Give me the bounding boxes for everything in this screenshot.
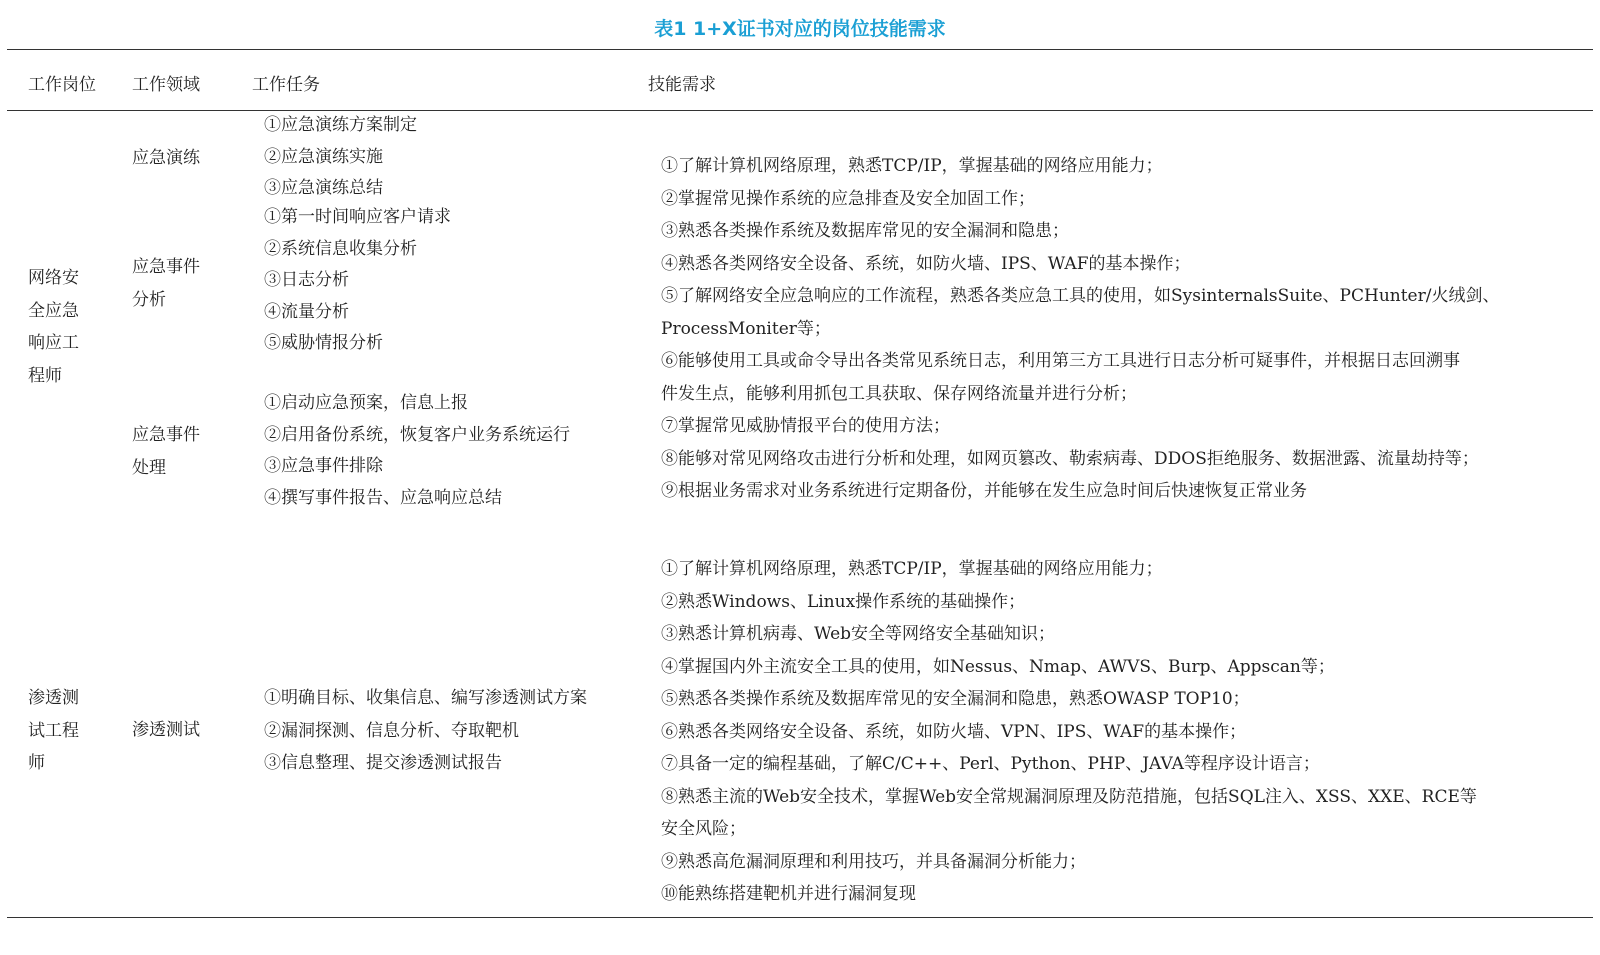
skill-item: ⑨熟悉高危漏洞原理和利用技巧，并具备漏洞分析能力； bbox=[661, 851, 1086, 872]
header-rule bbox=[7, 110, 1593, 111]
task-item: ③应急演练总结 bbox=[264, 178, 383, 198]
task-item: ③应急事件排除 bbox=[264, 456, 383, 476]
skill-item: ⑩能熟练搭建靶机并进行漏洞复现 bbox=[661, 884, 916, 904]
task-item: ⑤威胁情报分析 bbox=[264, 333, 383, 353]
skill-item: ④掌握国内外主流安全工具的使用，如Nessus、Nmap、AWVS、Burp、Appscan等； bbox=[661, 656, 1335, 677]
row2-skills bbox=[661, 553, 1477, 911]
skill-item: ⑨根据业务需求对业务系统进行定期备份，并能够在发生应急时间后快速恢复正常业务 bbox=[661, 481, 1307, 501]
skill-item: ⑤熟悉各类操作系统及数据库常见的安全漏洞和隐患，熟悉OWASP TOP10； bbox=[661, 689, 1250, 709]
row1-skills bbox=[661, 150, 1499, 508]
skill-item: ⑧能够对常见网络攻击进行分析和处理，如网页篡改、勒索病毒、DDOS拒绝服务、数据泄露、流量劫持等； bbox=[661, 448, 1479, 469]
table-title: 表1 1+X证书对应的岗位技能需求 bbox=[654, 18, 946, 40]
skill-item: ⑦具备一定的编程基础，了解C/C++、Perl、Python、PHP、JAVA等程序设计语言； bbox=[661, 754, 1320, 774]
bottom-rule bbox=[7, 917, 1593, 918]
row2-tasks-group1 bbox=[264, 682, 587, 780]
header-post: 工作岗位 bbox=[28, 75, 96, 95]
domain-line: 分析 bbox=[132, 289, 166, 310]
row1-domain2 bbox=[132, 251, 200, 316]
row1-tasks-group2 bbox=[264, 202, 451, 360]
task-item: ②启用备份系统，恢复客户业务系统运行 bbox=[264, 424, 570, 445]
task-item: ③日志分析 bbox=[264, 270, 349, 290]
skill-item: ⑦掌握常见威胁情报平台的使用方法； bbox=[661, 416, 950, 436]
row1-domain3 bbox=[132, 419, 200, 484]
skill-item: ③熟悉各类操作系统及数据库常见的安全漏洞和隐患； bbox=[661, 221, 1069, 241]
skill-item: 安全风险； bbox=[661, 819, 746, 839]
row1-post bbox=[28, 262, 79, 392]
task-item: ②系统信息收集分析 bbox=[264, 238, 417, 259]
task-item: ②应急演练实施 bbox=[264, 146, 383, 167]
row1-tasks-group1 bbox=[264, 110, 417, 205]
header-task: 工作任务 bbox=[252, 75, 320, 95]
row1-tasks-group3 bbox=[264, 388, 570, 514]
skill-item: ①了解计算机网络原理，熟悉TCP/IP，掌握基础的网络应用能力； bbox=[661, 156, 1163, 176]
header-domain: 工作领域 bbox=[132, 75, 200, 95]
skill-item: ④熟悉各类网络安全设备、系统，如防火墙、IPS、WAF的基本操作； bbox=[661, 253, 1191, 274]
skill-item: ⑥熟悉各类网络安全设备、系统，如防火墙、VPN、IPS、WAF的基本操作； bbox=[661, 721, 1247, 742]
post-line: 试工程 bbox=[28, 720, 79, 741]
row2-post bbox=[28, 682, 79, 780]
skill-item: 件发生点，能够利用抓包工具获取、保存网络流量并进行分析； bbox=[661, 383, 1137, 404]
task-item: ③信息整理、提交渗透测试报告 bbox=[264, 753, 502, 773]
domain-line: 应急演练 bbox=[132, 148, 200, 168]
post-line: 师 bbox=[28, 753, 45, 773]
header-skill: 技能需求 bbox=[648, 75, 716, 95]
post-line: 网络安 bbox=[28, 268, 79, 288]
task-item: ①第一时间响应客户请求 bbox=[264, 207, 451, 227]
skill-item: ⑧熟悉主流的Web安全技术，掌握Web安全常规漏洞原理及防范措施，包括SQL注入、XSS、XXE、RCE等 bbox=[661, 786, 1477, 807]
domain-line: 应急事件 bbox=[132, 257, 200, 277]
domain-line: 渗透测试 bbox=[132, 720, 200, 740]
row2-domain1 bbox=[132, 714, 200, 747]
task-item: ④撰写事件报告、应急响应总结 bbox=[264, 487, 502, 508]
skill-item: ①了解计算机网络原理，熟悉TCP/IP，掌握基础的网络应用能力； bbox=[661, 559, 1163, 579]
skill-item: ②熟悉Windows、Linux操作系统的基础操作； bbox=[661, 591, 1026, 612]
post-line: 全应急 bbox=[28, 300, 79, 321]
post-line: 程师 bbox=[28, 365, 62, 386]
skill-item: ②掌握常见操作系统的应急排查及安全加固工作； bbox=[661, 188, 1035, 209]
skill-item: ⑤了解网络安全应急响应的工作流程，熟悉各类应急工具的使用，如SysinternalsSuite、PCHunter/火绒剑、 bbox=[661, 286, 1500, 306]
domain-line: 处理 bbox=[132, 457, 166, 478]
domain-line: 应急事件 bbox=[132, 425, 200, 445]
row1-domain1 bbox=[132, 142, 200, 175]
skill-item: ③熟悉计算机病毒、Web安全等网络安全基础知识； bbox=[661, 624, 1056, 644]
post-line: 渗透测 bbox=[28, 688, 79, 708]
top-rule bbox=[7, 49, 1593, 50]
skill-item: ProcessMoniter等； bbox=[661, 318, 831, 339]
skill-item: ⑥能够使用工具或命令导出各类常见系统日志，利用第三方工具进行日志分析可疑事件，并根据日志回溯事 bbox=[661, 351, 1460, 371]
task-item: ②漏洞探测、信息分析、夺取靶机 bbox=[264, 720, 519, 741]
task-item: ①启动应急预案，信息上报 bbox=[264, 393, 468, 413]
task-item: ①明确目标、收集信息、编写渗透测试方案 bbox=[264, 688, 587, 708]
post-line: 响应工 bbox=[28, 333, 79, 353]
task-item: ④流量分析 bbox=[264, 301, 349, 322]
task-item: ①应急演练方案制定 bbox=[264, 115, 417, 135]
